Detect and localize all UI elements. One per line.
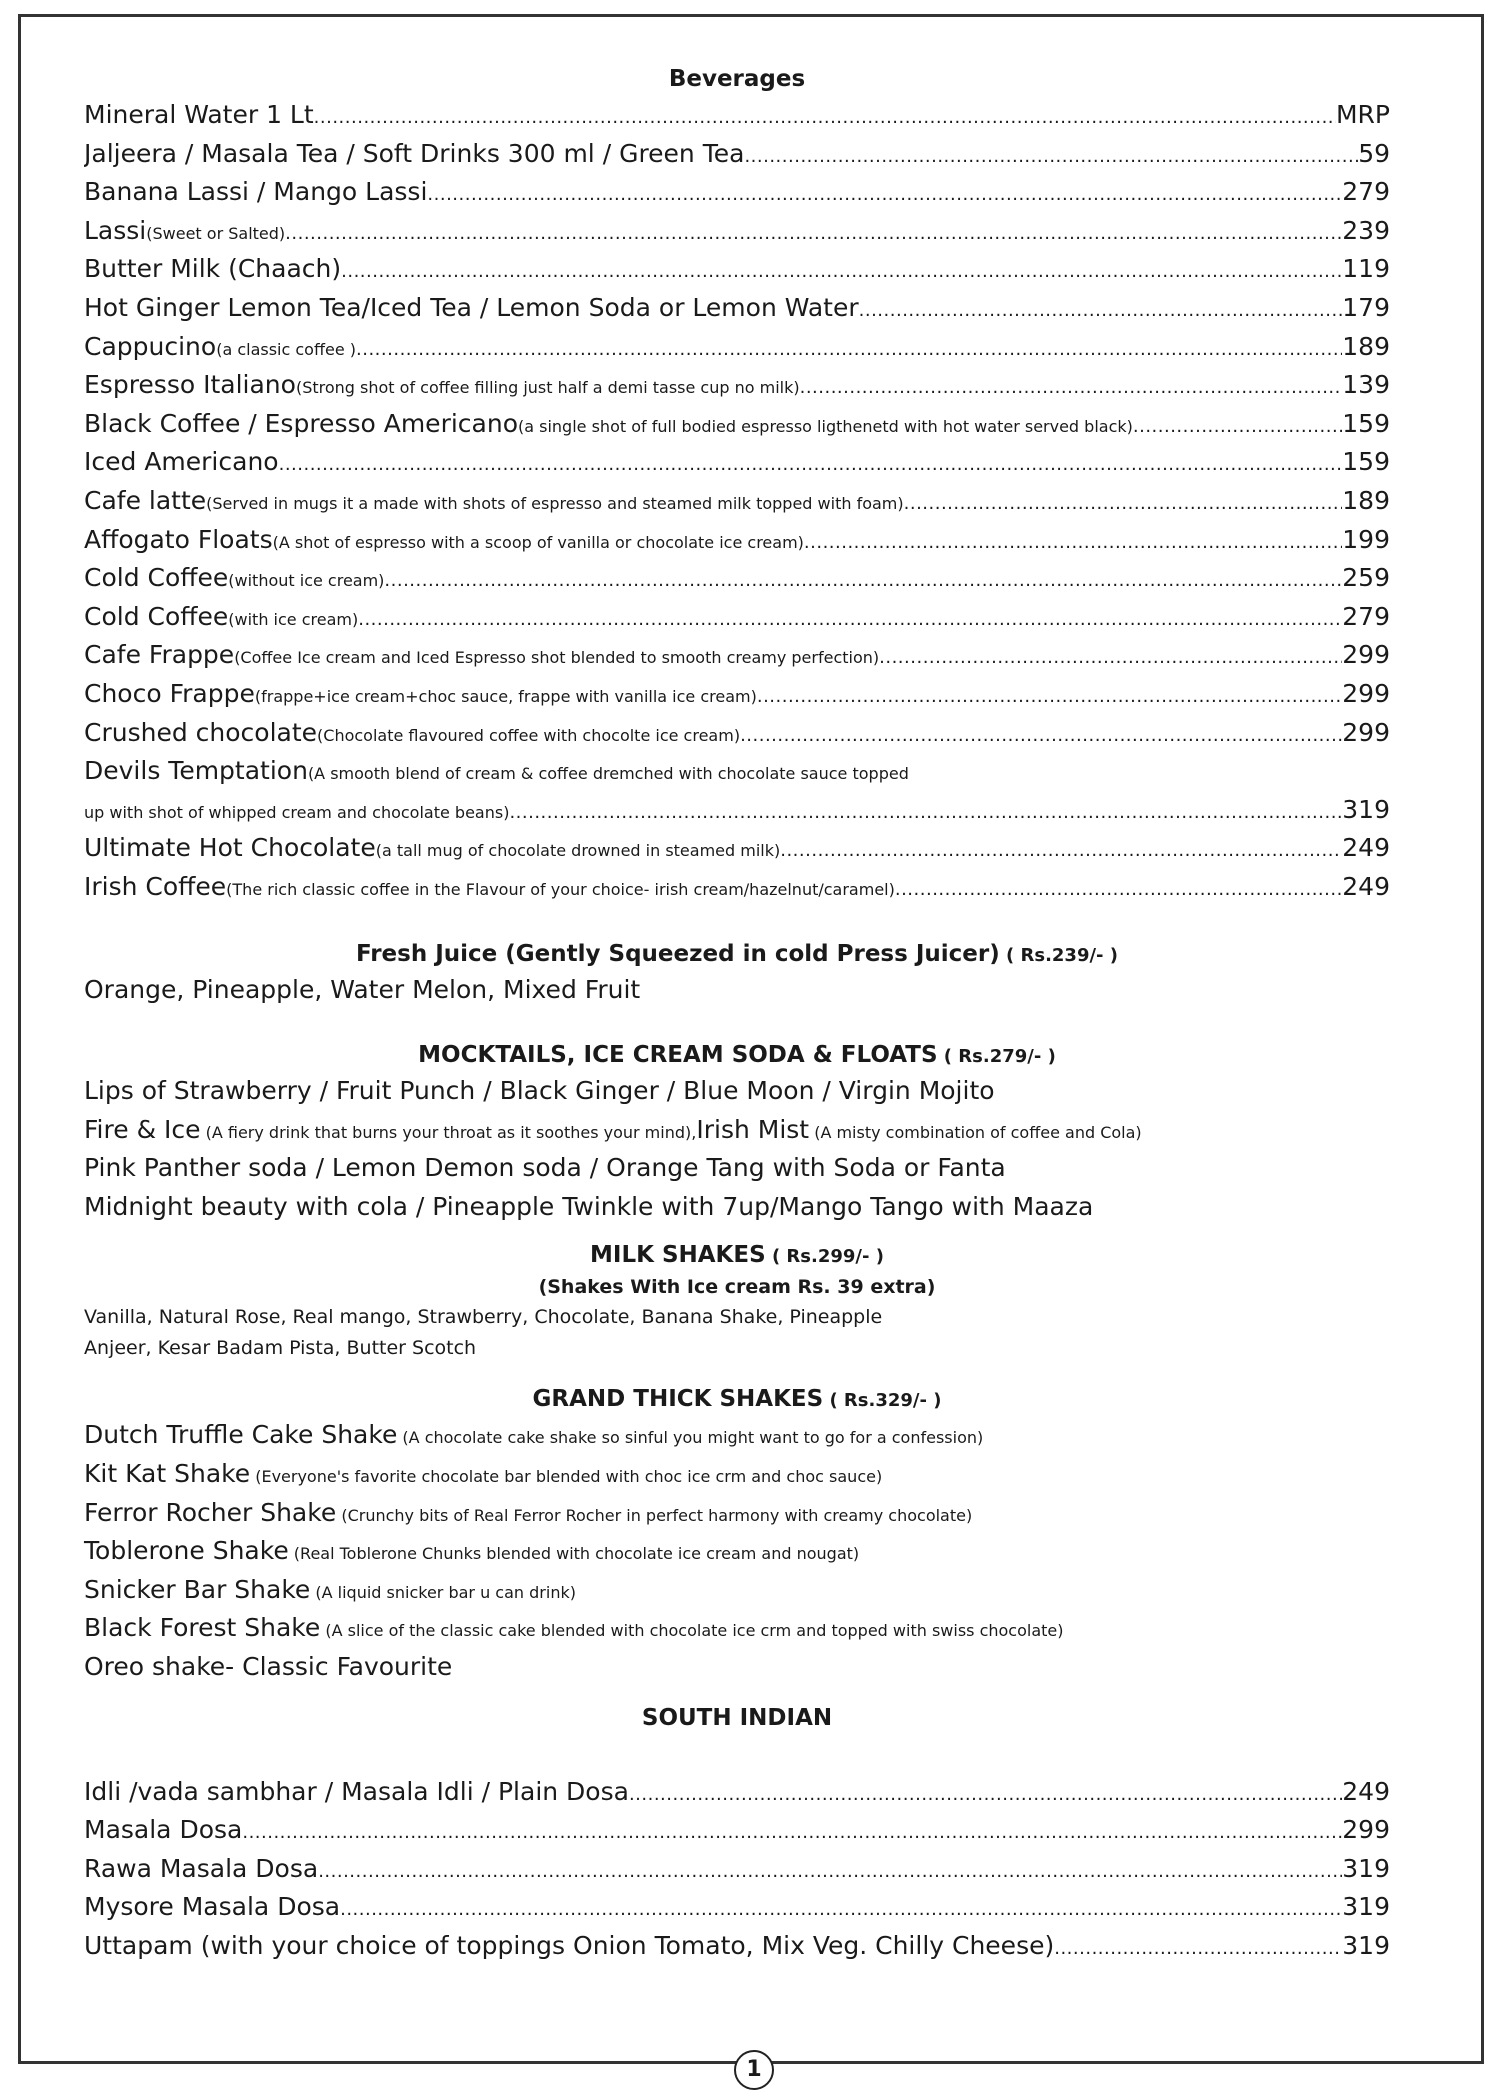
item-price: 259 <box>1342 563 1390 593</box>
item-name: Uttapam (with your choice of toppings Onion Tomato, Mix Veg. Chilly Cheese) <box>84 1930 1055 1960</box>
item-name: Devils Temptation <box>84 756 308 786</box>
menu-item <box>84 366 1390 405</box>
item-name: Black Coffee / Espresso Americano <box>84 408 518 438</box>
item-name: Hot Ginger Lemon Tea/Iced Tea / Lemon Soda or Lemon Water <box>84 292 859 322</box>
shake-item <box>84 1648 1390 1687</box>
item-name: Idli /vada sambhar / Masala Idli / Plain Dosa <box>84 1776 629 1806</box>
leader-dots <box>340 1891 1342 1927</box>
item-desc: (A smooth blend of cream & coffee dremched with chocolate sauce topped <box>307 764 909 784</box>
item-price: 249 <box>1342 871 1390 901</box>
leader-dots <box>859 292 1343 328</box>
item-name: Banana Lassi / Mango Lassi <box>84 177 428 207</box>
item-price: 319 <box>1342 1853 1390 1883</box>
menu-item <box>84 1888 1390 1927</box>
leader-dots <box>427 176 1342 212</box>
southindian-title: SOUTH INDIAN <box>641 1704 833 1731</box>
item-price: 319 <box>1342 1930 1390 1960</box>
menu-item-continued <box>84 791 1390 830</box>
item-name: Crushed chocolate <box>84 717 318 747</box>
juice-title <box>84 939 1390 971</box>
item-name: Jaljeera / Masala Tea / Soft Drinks 300 ml / Green Tea <box>84 138 745 168</box>
item-name: Espresso Italiano <box>84 370 296 400</box>
item-name: Irish Coffee <box>84 871 227 901</box>
item-name: Ultimate Hot Chocolate <box>84 833 376 863</box>
mocktails-title-text: MOCKTAILS, ICE CREAM SODA & FLOATS <box>418 1042 938 1069</box>
item-desc: (Crunchy bits of Real Ferror Rocher in perfect harmony with creamy chocolate) <box>336 1505 973 1525</box>
item-desc: (a classic coffee ) <box>216 339 357 359</box>
leader-dots <box>895 871 1342 907</box>
juice-items: Orange, Pineapple, Water Melon, Mixed Fruit <box>84 975 641 1005</box>
shake-item <box>84 1416 1390 1455</box>
menu-item <box>84 405 1390 444</box>
leader-dots <box>740 717 1342 753</box>
item-desc: (Chocolate flavoured coffee with chocolte ice cream) <box>317 725 741 745</box>
item-price: 249 <box>1342 833 1390 863</box>
item-name: Irish Mist <box>696 1114 810 1144</box>
item-desc: (Real Toblerone Chunks blended with chocolate ice cream and nougat) <box>288 1544 860 1564</box>
item-name: Cafe latte <box>84 485 207 515</box>
menu-item <box>84 829 1390 868</box>
leader-dots <box>358 601 1342 637</box>
item-price: 279 <box>1342 601 1390 631</box>
item-desc: (Served in mugs it a made with shots of espresso and steamed milk topped with foam) <box>206 493 904 513</box>
item-name: Fire & Ice <box>84 1114 201 1144</box>
menu-content <box>84 62 1390 1966</box>
beverages-list <box>84 96 1390 752</box>
shake-item <box>84 1532 1390 1571</box>
item-price: 299 <box>1342 640 1390 670</box>
leader-dots <box>879 639 1342 675</box>
menu-item <box>84 250 1390 289</box>
leader-dots <box>285 215 1342 251</box>
item-price: 59 <box>1358 138 1390 168</box>
menu-item <box>84 289 1390 328</box>
item-price: MRP <box>1335 100 1390 129</box>
menu-item <box>84 598 1390 637</box>
leader-dots <box>318 1853 1342 1889</box>
thickshakes-title-text: GRAND THICK SHAKES <box>532 1386 824 1413</box>
item-desc: (Coffee Ice cream and Iced Espresso shot blended to smooth creamy perfection) <box>234 648 880 668</box>
item-price: 199 <box>1342 524 1390 554</box>
leader-dots <box>744 138 1358 174</box>
mocktails-line-3: Pink Panther soda / Lemon Demon soda / Orange Tang with Soda or Fanta <box>84 1153 1006 1183</box>
milkshakes-line-1: Vanilla, Natural Rose, Real mango, Strawberry, Chocolate, Banana Shake, Pineapple <box>84 1306 883 1329</box>
item-name: Toblerone Shake <box>84 1536 289 1566</box>
thickshakes-title <box>84 1384 1390 1416</box>
menu-item <box>84 1811 1390 1850</box>
item-desc: (Everyone's favorite chocolate bar blended with choc ice crm and choc sauce) <box>250 1467 883 1487</box>
item-price: 119 <box>1342 254 1390 284</box>
item-price: 299 <box>1342 678 1390 708</box>
beverages-title: Beverages <box>668 66 806 92</box>
leader-dots <box>509 794 1342 830</box>
beverages-list-2 <box>84 829 1390 906</box>
item-desc: (Sweet or Salted) <box>146 223 286 243</box>
item-name: Masala Dosa <box>84 1815 243 1845</box>
item-desc: (The rich classic coffee in the Flavour of your choice- irish cream/hazelnut/caramel) <box>226 879 895 899</box>
item-name: Cold Coffee <box>84 601 229 631</box>
item-desc: (A fiery drink that burns your throat as it soothes your mind), <box>200 1122 697 1142</box>
item-name: Black Forest Shake <box>84 1613 321 1643</box>
leader-dots <box>904 485 1343 521</box>
item-name: Cappucino <box>84 331 217 361</box>
mocktails-price: ( Rs.279/- ) <box>937 1046 1056 1068</box>
menu-item <box>84 521 1390 560</box>
item-name: Cold Coffee <box>84 563 229 593</box>
item-desc: (A misty combination of coffee and Cola) <box>809 1122 1142 1142</box>
item-name: Cafe Frappe <box>84 640 235 670</box>
leader-dots <box>279 446 1343 482</box>
juice-title-text: Fresh Juice (Gently Squeezed in cold Press Juicer) <box>355 941 1000 968</box>
menu-item <box>84 96 1390 135</box>
milkshakes-subtitle: (Shakes With Ice cream Rs. 39 extra) <box>538 1276 936 1299</box>
leader-dots <box>629 1776 1342 1812</box>
item-desc: (A slice of the classic cake blended with chocolate ice crm and topped with swiss chocolate) <box>320 1621 1064 1641</box>
item-desc: (A chocolate cake shake so sinful you might want to go for a confession) <box>397 1428 984 1448</box>
item-desc: (without ice cream) <box>228 571 385 591</box>
menu-item <box>84 1850 1390 1889</box>
leader-dots <box>804 524 1342 560</box>
mocktails-line-4: Midnight beauty with cola / Pineapple Twinkle with 7up/Mango Tango with Maaza <box>84 1191 1094 1221</box>
leader-dots <box>314 99 1336 135</box>
leader-dots <box>757 678 1342 714</box>
page-number: 1 <box>734 2050 774 2090</box>
leader-dots <box>1133 408 1342 444</box>
item-price: 279 <box>1342 177 1390 207</box>
menu-item <box>84 675 1390 714</box>
shake-item <box>84 1571 1390 1610</box>
item-name: Ferror Rocher Shake <box>84 1497 337 1527</box>
item-name: Lassi <box>84 215 147 245</box>
menu-item <box>84 714 1390 753</box>
item-name: Rawa Masala Dosa <box>84 1853 319 1883</box>
shake-item <box>84 1494 1390 1533</box>
item-price: 159 <box>1342 408 1390 438</box>
item-desc: (a tall mug of chocolate drowned in steamed milk) <box>375 841 781 861</box>
item-desc: (frappe+ice cream+choc sauce, frappe with vanilla ice cream) <box>254 686 757 706</box>
thickshakes-list <box>84 1416 1390 1686</box>
leader-dots <box>356 331 1342 367</box>
menu-item <box>84 328 1390 367</box>
milkshakes-line-2: Anjeer, Kesar Badam Pista, Butter Scotch <box>84 1337 477 1360</box>
item-name: Mysore Masala Dosa <box>84 1892 341 1922</box>
item-price: 299 <box>1342 1815 1390 1845</box>
menu-item <box>84 443 1390 482</box>
leader-dots <box>384 562 1342 598</box>
southindian-list <box>84 1773 1390 1966</box>
item-desc: (A liquid snicker bar u can drink) <box>310 1582 576 1602</box>
item-name: Snicker Bar Shake <box>84 1574 311 1604</box>
menu-item <box>84 868 1390 907</box>
menu-item <box>84 135 1390 174</box>
leader-dots <box>242 1814 1342 1850</box>
leader-dots <box>1054 1930 1342 1966</box>
menu-item <box>84 559 1390 598</box>
menu-item <box>84 752 1390 791</box>
item-price: 179 <box>1342 292 1390 322</box>
item-price: 139 <box>1342 370 1390 400</box>
item-desc: (a single shot of full bodied espresso ligthenetd with hot water served black) <box>518 416 1133 436</box>
milkshakes-title <box>84 1240 1390 1272</box>
item-price: 159 <box>1342 447 1390 477</box>
juice-price: ( Rs.239/- ) <box>999 945 1119 967</box>
mocktails-line-1: Lips of Strawberry / Fruit Punch / Black Ginger / Blue Moon / Virgin Mojito <box>84 1076 995 1106</box>
item-price: 249 <box>1342 1776 1390 1806</box>
item-desc: up with shot of whipped cream and chocolate beans) <box>84 802 510 822</box>
menu-item <box>84 1927 1390 1966</box>
shake-item <box>84 1609 1390 1648</box>
mocktails-line-2 <box>84 1111 1390 1150</box>
menu-item <box>84 173 1390 212</box>
milkshakes-title-text: MILK SHAKES <box>590 1242 766 1269</box>
item-price: 299 <box>1342 717 1390 747</box>
item-name: Affogato Floats <box>84 524 273 554</box>
milkshakes-price: ( Rs.299/- ) <box>765 1246 884 1268</box>
menu-item <box>84 482 1390 521</box>
item-desc: (with ice cream) <box>228 609 359 629</box>
leader-dots <box>341 253 1342 289</box>
item-price: 319 <box>1342 794 1390 824</box>
menu-item <box>84 212 1390 251</box>
item-name: Mineral Water 1 Lt <box>84 100 314 129</box>
leader-dots <box>800 369 1343 405</box>
shake-item <box>84 1455 1390 1494</box>
item-name: Iced Americano <box>84 447 279 477</box>
menu-item <box>84 1773 1390 1812</box>
item-desc: (Strong shot of coffee filling just half a demi tasse cup no milk) <box>295 378 800 398</box>
item-name: Choco Frappe <box>84 678 255 708</box>
item-price: 189 <box>1342 331 1390 361</box>
mocktails-title <box>84 1040 1390 1072</box>
item-name: Dutch Truffle Cake Shake <box>84 1420 398 1450</box>
item-price: 319 <box>1342 1892 1390 1922</box>
menu-item <box>84 636 1390 675</box>
item-name: Kit Kat Shake <box>84 1459 251 1489</box>
item-price: 189 <box>1342 485 1390 515</box>
item-name: Butter Milk (Chaach) <box>84 254 342 284</box>
item-price: 239 <box>1342 215 1390 245</box>
leader-dots <box>780 832 1342 868</box>
item-desc: (A shot of espresso with a scoop of vanilla or chocolate ice cream) <box>272 532 804 552</box>
thickshakes-price: ( Rs.329/- ) <box>823 1390 942 1412</box>
item-name: Oreo shake- Classic Favourite <box>84 1652 453 1681</box>
